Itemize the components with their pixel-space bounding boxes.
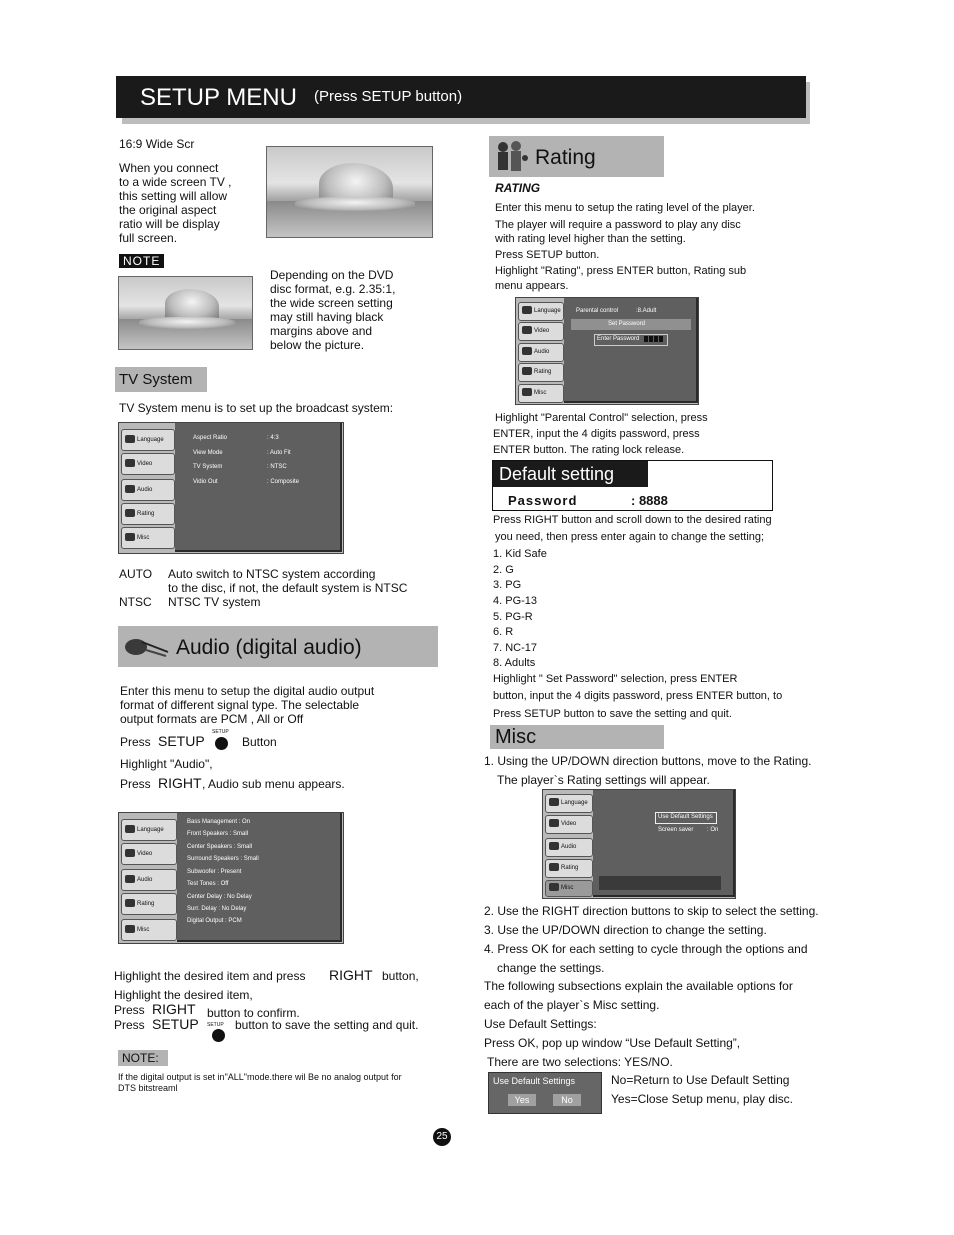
- osd-menu-rating: Rating: [121, 503, 175, 525]
- rating-level: 1. Kid Safe: [493, 548, 547, 560]
- osd-menu-language: Language: [121, 429, 175, 451]
- video-icon: [125, 459, 135, 467]
- audio-icon: [125, 485, 135, 493]
- osd-row: Center Speakers : Small: [187, 844, 253, 850]
- audio-heading: Audio (digital audio): [176, 636, 362, 659]
- osd-menu-rating: Rating: [545, 859, 593, 878]
- osd-menu-video: Video: [518, 322, 564, 341]
- wide-body-line: full screen.: [119, 231, 178, 245]
- press-word: Press: [114, 1018, 145, 1032]
- rating-body-line: Enter this menu to setup the rating level of the player.: [495, 202, 755, 214]
- right-key-label: RIGHT: [158, 775, 202, 791]
- audio-intro-line: output formats are PCM , All or Off: [120, 712, 304, 726]
- osd-screen-saver-value: : On: [707, 827, 719, 833]
- osd-menu-video: Video: [545, 815, 593, 834]
- popup-title: Use Default Settings: [493, 1076, 576, 1086]
- rating-level: 2. G: [493, 564, 514, 576]
- osd-set-password: Set Password: [608, 321, 646, 327]
- misc-icon: [549, 883, 559, 891]
- press-word: Press: [114, 1003, 145, 1017]
- page-number: 25: [433, 1128, 451, 1146]
- password-dots: [644, 336, 664, 342]
- osd-menu-audio: Audio: [518, 343, 564, 362]
- osd-menu-language: Language: [121, 819, 177, 841]
- misc-icon: [125, 925, 135, 933]
- password-value: : 8888: [631, 493, 668, 508]
- setup-key-label: SETUP: [158, 733, 205, 749]
- audio-icon: [522, 347, 532, 355]
- misc-osd: [542, 789, 736, 899]
- osd-menu-misc: Misc: [518, 384, 564, 403]
- step-text: button,: [382, 969, 419, 983]
- rating-after-line: Highlight "Parental Control" selection, press: [495, 412, 708, 424]
- right-key-label: RIGHT: [329, 967, 373, 983]
- press-word: Press: [120, 777, 151, 791]
- misc-icon: [522, 388, 532, 396]
- osd-use-default: Use Default Settings: [658, 814, 713, 820]
- wide-body-line: ratio will be display: [119, 217, 220, 231]
- setup-button-icon: [215, 737, 228, 750]
- osd-row-value: : Composite: [267, 479, 300, 485]
- rating-level: 7. NC-17: [493, 642, 538, 654]
- osd-menu-rating: Rating: [121, 893, 177, 915]
- rating-level: 8. Adults: [493, 657, 536, 669]
- osd-row-value: : Auto Fit: [267, 450, 291, 456]
- osd-menu-video: Video: [121, 453, 175, 475]
- misc-step-line: 2. Use the RIGHT direction buttons to skip to select the setting.: [484, 904, 819, 918]
- ds-body-line: you need, then press enter again to change the setting;: [495, 531, 765, 543]
- misc-step1-line: The player`s Rating settings will appear.: [497, 773, 710, 787]
- osd-menu-language: Language: [545, 794, 593, 813]
- misc-step-line: change the settings.: [497, 961, 605, 975]
- popup-desc-line: No=Return to Use Default Setting: [611, 1073, 790, 1087]
- rating-body-line: Highlight "Rating", press ENTER button, Rating sub: [495, 265, 747, 277]
- rating-icon: [549, 863, 559, 871]
- family-icon: [494, 140, 530, 174]
- osd-menu-audio: Audio: [121, 479, 175, 501]
- popup-no-button[interactable]: No: [553, 1094, 581, 1106]
- wide-body-line: this setting will allow: [119, 189, 228, 203]
- rating-level: 6. R: [493, 626, 514, 638]
- osd-row-label: TV System: [193, 464, 223, 470]
- note-text-line: Depending on the DVD: [270, 268, 394, 282]
- misc-step-line: Press OK, pop up window “Use Default Setting”,: [484, 1036, 741, 1050]
- note-label: NOTE:: [122, 1051, 159, 1065]
- audio-intro-line: Enter this menu to setup the digital audio output: [120, 684, 375, 698]
- osd-row: Digital Output : PCM: [187, 918, 242, 924]
- satellite-icon: [122, 634, 170, 658]
- rating-body-line: menu appears.: [495, 280, 569, 292]
- misc-step-line: 3. Use the UP/DOWN direction to change the setting.: [484, 923, 767, 937]
- ds-body-line: Press RIGHT button and scroll down to the desired rating: [493, 514, 772, 526]
- wide-body-line: to a wide screen TV ,: [119, 175, 232, 189]
- def-term: NTSC: [119, 595, 152, 609]
- def-desc: NTSC TV system: [168, 595, 261, 609]
- tv-system-intro: TV System menu is to set up the broadcast system:: [119, 401, 394, 415]
- osd-row-value: : 4:3: [267, 435, 279, 441]
- osd-row-label: Aspect Ratio: [193, 435, 228, 441]
- def-desc: to the disc, if not, the default system is NTSC: [168, 581, 408, 595]
- note-text-line: DTS bitstreaml: [118, 1083, 178, 1093]
- button-word: Button: [242, 735, 277, 749]
- misc-step-line: Use Default Settings:: [484, 1017, 597, 1031]
- def-term: AUTO: [119, 567, 153, 581]
- osd-row-label: Vidio Out: [193, 479, 218, 485]
- tv-system-heading: TV System: [119, 371, 193, 388]
- wide-body-line: When you connect: [119, 161, 219, 175]
- setup-key-label: SETUP: [152, 1016, 199, 1032]
- osd-row: Bass Management : On: [187, 819, 251, 825]
- osd-row: Surround Speakers : Small: [187, 856, 259, 862]
- rating-body-line: The player will require a password to play any disc: [495, 219, 741, 231]
- popup-desc-line: Yes=Close Setup menu, play disc.: [611, 1092, 793, 1106]
- video-icon: [125, 849, 135, 857]
- misc-step-line: each of the player`s Misc setting.: [484, 998, 660, 1012]
- password-label: Password: [508, 493, 578, 508]
- osd-menu-misc: Misc: [121, 919, 177, 941]
- rating-subtitle: RATING: [495, 181, 541, 195]
- setup-button-icon: [212, 1029, 225, 1042]
- osd-row-value: : NTSC: [267, 464, 287, 470]
- ds-after-line: Press SETUP button to save the setting and quit.: [493, 708, 732, 720]
- osd-menu-misc: Misc: [121, 527, 175, 549]
- language-icon: [125, 825, 135, 833]
- osd-row-label: View Mode: [193, 450, 223, 456]
- ds-after-line: button, input the 4 digits password, press ENTER button, to: [493, 690, 783, 702]
- osd-row: Front Speakers : Small: [187, 831, 249, 837]
- setup-small-label: SETUP: [212, 729, 229, 735]
- wide-title: 16:9 Wide Scr: [119, 137, 195, 151]
- rating-body-line: with rating level higher than the setting.: [495, 233, 686, 245]
- audio-intro-line: format of different signal type. The selectable: [120, 698, 360, 712]
- rating-icon: [125, 899, 135, 907]
- note-text-line: margins above and: [270, 324, 373, 338]
- def-desc: Auto switch to NTSC system according: [168, 567, 376, 581]
- osd-enter-password: Enter Password: [597, 336, 640, 342]
- osd-parental-control: Parental control: [576, 308, 619, 314]
- wide-body-line: the original aspect: [119, 203, 217, 217]
- iceberg-image-letterbox: [118, 276, 253, 350]
- language-icon: [125, 435, 135, 443]
- step-text: Highlight the desired item and press: [114, 969, 306, 983]
- osd-menu-audio: Audio: [121, 869, 177, 891]
- note-text-line: the wide screen setting: [270, 296, 393, 310]
- rating-icon: [125, 509, 135, 517]
- language-icon: [522, 306, 532, 314]
- rating-after-line: ENTER button. The rating lock release.: [493, 444, 685, 456]
- audio-osd: [118, 812, 344, 944]
- note-text-line: may still having black: [270, 310, 384, 324]
- step-text: button to confirm.: [207, 1006, 300, 1020]
- rating-body-line: Press SETUP button.: [495, 249, 600, 261]
- note-text-line: disc format, e.g. 2.35:1,: [270, 282, 396, 296]
- iceberg-image-wide: [266, 146, 433, 238]
- rating-level: 3. PG: [493, 579, 522, 591]
- misc-step-line: The following subsections explain the available options for: [484, 979, 793, 993]
- osd-row: Surr. Delay : No Delay: [187, 906, 247, 912]
- osd-parental-value: :8.Adult: [636, 308, 657, 314]
- osd-status-bar: [599, 876, 721, 890]
- rating-icon: [522, 367, 532, 375]
- highlight-audio: Highlight "Audio",: [120, 757, 213, 771]
- osd-menu-video: Video: [121, 843, 177, 865]
- rating-level: 4. PG-13: [493, 595, 538, 607]
- page-title: SETUP MENU: [140, 84, 297, 111]
- osd-screen-saver: Screen saver: [658, 827, 694, 833]
- misc-step1-line: 1. Using the UP/DOWN direction buttons, move to the Rating.: [484, 754, 812, 768]
- osd-menu-rating: Rating: [518, 363, 564, 382]
- osd-row: Test Tones : Off: [187, 881, 229, 887]
- default-setting-heading: Default setting: [499, 464, 615, 484]
- ds-after-line: Highlight " Set Password" selection, press ENTER: [493, 673, 738, 685]
- setup-small-label: SETUP: [207, 1022, 224, 1028]
- osd-row: Center Delay : No Delay: [187, 894, 252, 900]
- rating-heading: Rating: [535, 146, 596, 169]
- step-text: Highlight the desired item,: [114, 988, 253, 1002]
- video-icon: [549, 819, 559, 827]
- misc-step-line: 4. Press OK for each setting to cycle through the options and: [484, 942, 808, 956]
- popup-yes-button[interactable]: Yes: [508, 1094, 536, 1106]
- note-label: NOTE: [119, 254, 164, 268]
- osd-menu-audio: Audio: [545, 838, 593, 857]
- rating-after-line: ENTER, input the 4 digits password, press: [493, 428, 700, 440]
- audio-icon: [549, 842, 559, 850]
- misc-icon: [125, 533, 135, 541]
- misc-heading: Misc: [495, 726, 537, 748]
- right-key-label: RIGHT: [152, 1001, 196, 1017]
- language-icon: [549, 798, 559, 806]
- misc-step-line: There are two selections: YES/NO.: [487, 1055, 673, 1069]
- note-text-line: If the digital output is set in"ALL"mode.there wil Be no analog output for: [118, 1072, 402, 1082]
- audio-icon: [125, 875, 135, 883]
- osd-row: Subwoofer : Present: [187, 869, 242, 875]
- video-icon: [522, 326, 532, 334]
- note-text-line: below the picture.: [270, 338, 365, 352]
- page-subtitle: (Press SETUP button): [314, 88, 463, 105]
- osd-menu-misc: Misc: [545, 880, 593, 897]
- press-word: Press: [120, 735, 151, 749]
- rating-level: 5. PG-R: [493, 611, 533, 623]
- osd-menu-language: Language: [518, 302, 564, 321]
- rating-osd: [515, 297, 699, 405]
- step-text: button to save the setting and quit.: [235, 1018, 419, 1032]
- audio-sub-menu-text: , Audio sub menu appears.: [202, 777, 345, 791]
- tv-system-osd: [118, 422, 344, 554]
